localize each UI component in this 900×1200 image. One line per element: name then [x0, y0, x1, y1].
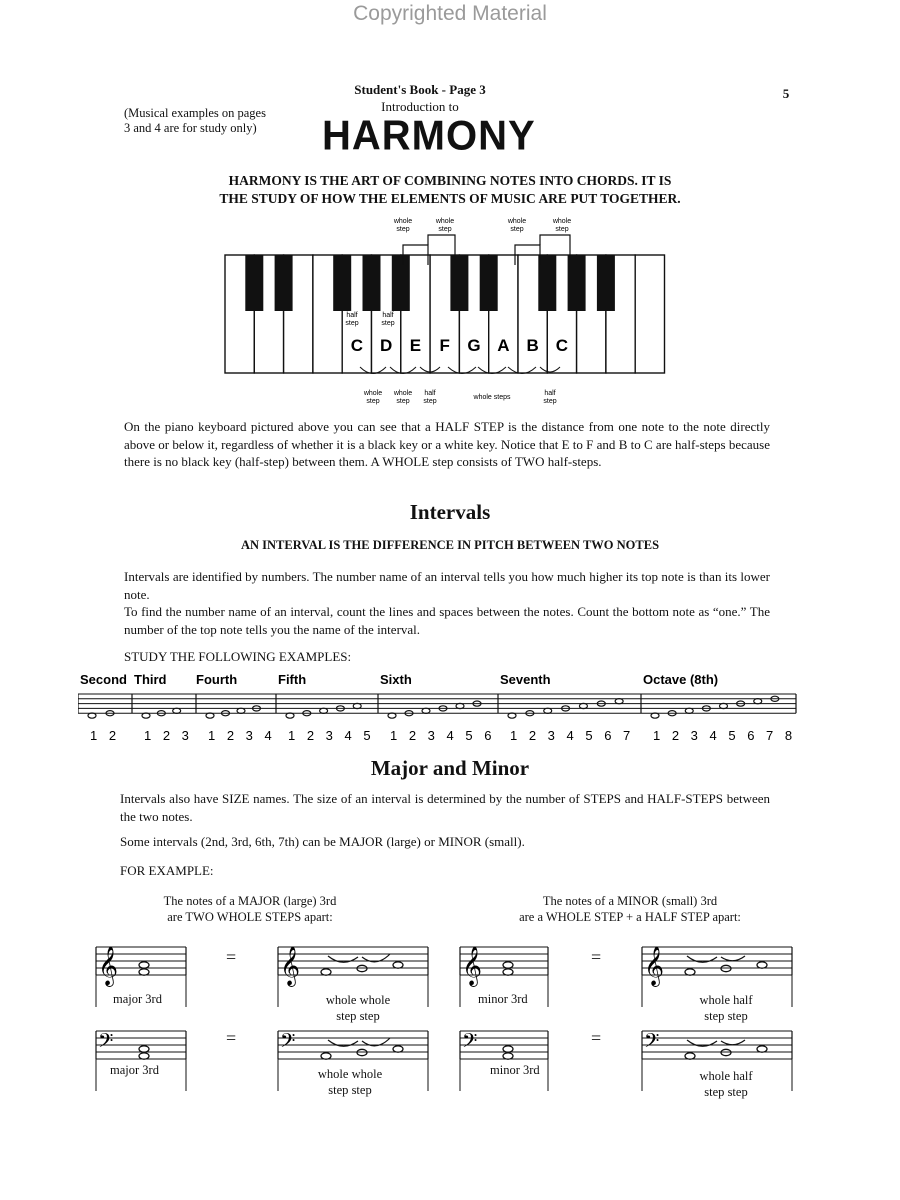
top-label-3-line1: whole [507, 218, 527, 225]
bottom-label-1b: step [366, 398, 380, 405]
black-key [450, 255, 468, 311]
note-head [503, 969, 513, 975]
interval-name-4: Sixth [380, 672, 412, 687]
interval-name-3: Fifth [278, 672, 307, 687]
top-label-4-line1: whole [552, 218, 572, 225]
note-head [685, 969, 695, 975]
interval-numbers-0: 1 2 [90, 728, 121, 743]
minor-caption-2: are a WHOLE STEP + a HALF STEP apart: [519, 910, 741, 924]
major-3rd-bass-label: major 3rd [110, 1063, 159, 1077]
note-head [579, 703, 587, 708]
black-key [275, 255, 293, 311]
note-head [142, 713, 150, 718]
note-head [320, 708, 328, 713]
bottom-label-5a: half [544, 390, 556, 397]
black-key [245, 255, 263, 311]
interval-examples-staff [78, 668, 798, 750]
note-head [503, 1046, 513, 1052]
interval-numbers-5: 1 2 3 4 5 6 7 [510, 728, 635, 743]
black-key [392, 255, 410, 311]
note-head [173, 708, 181, 713]
major-caption-2: are TWO WHOLE STEPS apart: [167, 910, 333, 924]
note-head [139, 1053, 149, 1059]
treble-clef-icon: 𝄞 [644, 947, 665, 985]
minor-3rd-treble-label: minor 3rd [478, 992, 528, 1006]
half-step-label-1a: half [346, 312, 358, 319]
ww-treble-top: whole whole [325, 993, 391, 1007]
treble-clef-icon: 𝄞 [462, 947, 483, 985]
note-head [393, 962, 403, 968]
equals-sign-2: = [226, 1028, 237, 1048]
study-label: STUDY THE FOLLOWING EXAMPLES: [124, 649, 352, 664]
bass-clef-icon: 𝄢 [280, 1030, 296, 1057]
page-number: 5 [782, 86, 790, 101]
top-label-1-line1: whole [393, 218, 413, 225]
top-label-1-line2: step [396, 226, 410, 233]
major-minor-para-2: Some intervals (2nd, 3rd, 6th, 7th) can be MAJOR (large) or MINOR (small). [120, 834, 525, 849]
black-key [480, 255, 498, 311]
wh-treble-bottom: step step [704, 1009, 748, 1023]
bottom-label-2a: whole [393, 390, 413, 397]
note-head [393, 1046, 403, 1052]
note-head [321, 969, 331, 975]
major-minor-heading: Major and Minor [370, 756, 530, 780]
note-head [388, 713, 396, 718]
black-key [597, 255, 615, 311]
note-name-f: F [439, 336, 450, 355]
page-title: HARMONY [322, 112, 536, 160]
note-head [206, 713, 214, 718]
note-name-b: B [526, 336, 539, 355]
bass-clef-icon: 𝄢 [462, 1030, 478, 1057]
book-page-label: Student's Book - Page 3 [354, 82, 486, 97]
equals-sign-3: = [591, 947, 602, 967]
note-head [757, 962, 767, 968]
treble-clef-icon: 𝄞 [98, 947, 119, 985]
note-head [685, 1053, 695, 1059]
minor-3rd-bass-label: minor 3rd [490, 1063, 540, 1077]
note-name-e: E [409, 336, 422, 355]
interval-numbers-6: 1 2 3 4 5 6 7 8 [653, 728, 797, 743]
bottom-label-4: whole steps [473, 394, 511, 401]
note-head [88, 713, 96, 718]
bottom-label-2b: step [396, 398, 410, 405]
treble-clef-icon: 𝄞 [280, 947, 301, 985]
interval-name-2: Fourth [196, 672, 238, 687]
note-head [139, 962, 149, 968]
note-head [139, 969, 149, 975]
note-head [503, 1053, 513, 1059]
wh-bass-bottom: step step [704, 1085, 748, 1099]
interval-name-0: Second [80, 672, 127, 687]
note-name-g: G [467, 336, 481, 355]
note-head [286, 713, 294, 718]
major-3rd-treble-label: major 3rd [113, 992, 162, 1006]
interval-name-1: Third [134, 672, 167, 687]
interval-notes [88, 696, 779, 718]
black-key [363, 255, 381, 311]
note-head [139, 1046, 149, 1052]
half-step-label-1b: step [345, 320, 359, 327]
interval-labels [80, 672, 796, 743]
bass-clef-icon: 𝄢 [644, 1030, 660, 1057]
top-label-4-line2: step [555, 226, 569, 233]
intervals-heading: Intervals [409, 500, 491, 524]
intervals-subheading: AN INTERVAL IS THE DIFFERENCE IN PITCH BETWEEN TWO NOTES [240, 538, 660, 552]
interval-name-5: Seventh [500, 672, 551, 687]
wh-treble-top: whole half [699, 993, 753, 1007]
keyboard-paragraph: On the piano keyboard pictured above you can see that a HALF STEP is the distance from one note to the note directly above or below it, regardless of whether it is a black key or a white key. Notice that E to F and B to C are half-steps because there is no black key (half-step) between them. A WHOLE step consists of TWO half-steps. [124, 419, 770, 469]
interval-numbers-3: 1 2 3 4 5 [288, 728, 375, 743]
bass-clef-icon: 𝄢 [98, 1030, 114, 1057]
note-head [321, 1053, 331, 1059]
note-name-c: C [555, 336, 569, 355]
ww-treble-bottom: step step [336, 1009, 380, 1023]
minor-caption-1: The notes of a MINOR (small) 3rd [542, 894, 718, 908]
note-name-d: D [380, 336, 393, 355]
bottom-label-5b: step [543, 398, 557, 405]
bottom-label-3b: step [423, 398, 437, 405]
note-head [508, 713, 516, 718]
black-key [538, 255, 556, 311]
white-key [635, 255, 664, 373]
note-head [757, 1046, 767, 1052]
interval-numbers-1: 1 2 3 [144, 728, 193, 743]
note-head [503, 962, 513, 968]
note-head [237, 708, 245, 713]
note-head [651, 713, 659, 718]
note-head [422, 708, 430, 713]
intervals-para-1: Intervals are identified by numbers. The number name of an interval tells you how much higher its top note is than its lower note. [124, 569, 770, 602]
ww-bass-bottom: step step [328, 1083, 372, 1097]
piano-keyboard-diagram [210, 205, 680, 415]
top-label-2-line2: step [438, 226, 452, 233]
intervals-para-2: To find the number name of an interval, count the lines and spaces between the notes. Count the bottom note as “one.” The number of the top note tells you the name of the interval. [124, 604, 770, 637]
major-caption-1: The notes of a MAJOR (large) 3rd [163, 894, 337, 908]
equals-sign-1: = [226, 947, 237, 967]
for-example-label: FOR EXAMPLE: [120, 863, 214, 878]
interval-numbers-2: 1 2 3 4 [208, 728, 276, 743]
side-note: (Musical examples on pages 3 and 4 are for study only) [124, 106, 266, 135]
ww-bass-top: whole whole [317, 1067, 383, 1081]
copyright-watermark: Copyrighted Material [353, 2, 547, 25]
wh-bass-top: whole half [699, 1069, 753, 1083]
note-head [456, 703, 464, 708]
bottom-label-3a: half [424, 390, 436, 397]
black-key [333, 255, 351, 311]
note-head [720, 703, 728, 708]
staff-lines [78, 694, 796, 713]
half-step-label-2b: step [381, 320, 395, 327]
top-label-3-line2: step [510, 226, 524, 233]
definition-line-1: HARMONY IS THE ART OF COMBINING NOTES INTO CHORDS. IT IS [228, 173, 672, 188]
interval-numbers-4: 1 2 3 4 5 6 [390, 728, 496, 743]
definition-line-2: THE STUDY OF HOW THE ELEMENTS OF MUSIC ARE PUT TOGETHER. [219, 191, 681, 206]
note-head [353, 703, 361, 708]
note-head [685, 708, 693, 713]
interval-name-6: Octave (8th) [643, 672, 719, 687]
major-minor-para-1: Intervals also have SIZE names. The size of an interval is determined by the number of STEPS and HALF-STEPS between the two notes. [120, 791, 770, 824]
note-head [615, 699, 623, 704]
half-step-label-2a: half [382, 312, 394, 319]
note-head [754, 699, 762, 704]
note-name-a: A [497, 336, 510, 355]
note-name-c: C [350, 336, 363, 355]
bottom-label-1a: whole [363, 390, 383, 397]
top-label-2-line1: whole [435, 218, 455, 225]
black-key [568, 255, 586, 311]
equals-sign-4: = [591, 1028, 602, 1048]
intro-label: Introduction to [381, 99, 459, 114]
note-head [544, 708, 552, 713]
